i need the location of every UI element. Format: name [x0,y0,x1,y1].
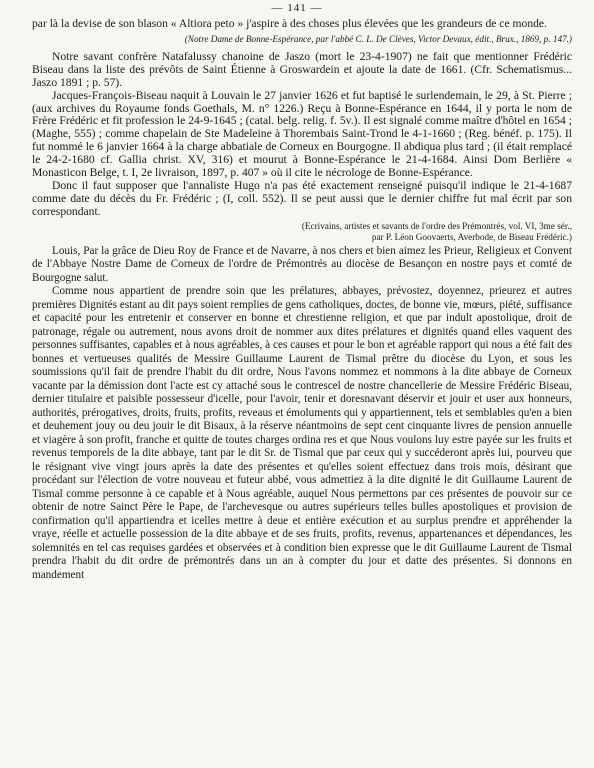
text-column [32,18,572,582]
paragraph-natafalussy: Notre savant confrère Natafalussy chanoine de Jaszo (mort le 23-4-1907) ne fait que mentionner Frédéric Biseau dans la liste des prévôts de Saint Étienne à Groswardein et ajoute la date de 1661. (Cfr. Schematismus... Jaszo 1891 ; p. 57). [32,49,572,89]
reference-goovaerts-1: (Ecrivains, artistes et savants de l'ordre des Prémontrés, vol. VI, 3me sér., [301,220,572,231]
letter-body: Comme nous appartient de prendre soin que les prélatures, abbayes, prévostez, doyennez, prieurez et autres premières Dignités estant au dit pays soient remplies de gens catholiques, doctes, de bonne vie, mœurs, piété, suffisance et capacité pour les entretenir et conserver en bonne et chrestienne religion, et que par indult apostolique, droit de patronage, régale ou autrement, nous avons droit de nommer aux dites prélatures et dignités quand elles vaquent des personnes suffisantes, capables et à nous agréables, à ces causes et pour le bon et agréable rapport qui nous a été fait des bonnes et vertueuses qualités de Messire Guillaume Laurent de Tismal prêtre du diocèse du Lyon, et sous les soumissions qu'il fait de prendre l'habit du dit ordre, Nous l'avons nommez et nommons à la dite abbaye de Corneux vacante par la démission dont l'acte est cy attaché sous le contrescel de nostre chancellerie de Messire Frédéric Biseau, dernier titulaire et paisible possesseur d'icelle, pour l'avoir, tenir et doresnavant déservir et jouir et user aux honneurs, authorités, prérogatives, droits, fruits, profits, reveaus et émoluments qui y appartiennent, tels et semblables qu'en a bien et deuhement jouy ou deu jouir le dit Bisaux, à la réserve néantmoins de sept cent cinquante livres de pension annuelle et viagère à son profit, franche et quitte de toutes charges ordina res et que Nous voulons luy estre payée sur les fruits et revenus temporels de la dite abbaye, tant par le dit Sr. de Tismal que par ceux qui y succéderont après lui, pourveu que le résignant vive vingt jours après la date des présentes et qu'elles soient effectuez dans trois mois, désirant que procédant sur l'élection de votre nouveau et futeur abbé, vous admettiez à la dite dignité le dit Guillaume Laurent de Tismal comme personne à ce capable et à Nous agréable, auquel Nous permettons par ces présentes de pouvoir sur ce obtenir de notre Sainct Père le Pape, de l'archevesque ou autres supérieurs telles bulles apostoliques et provision de confirmation qu'il appartiendra et icelles mettre à deue et entière exécution et au surplus prendre et appréhender la vraye, réelle et actuelle possession de la dite abbaye et de ses fruits, profits, revenus, appartenances et dépendances, les solemnités en tel cas requises gardées et observées et à condition bien expresse que le dit Guillaume Laurent de Tismal prendra l'habit du dit ordre de prémontrés dans un an à compter du jour et datte des présentes. Si donnons en mandement [32,285,572,581]
paragraph-biography: Jacques-François-Biseau naquit à Louvain le 27 janvier 1626 et fut baptisé le surlendemain, le 29, à St. Pierre ; (aux archives du Royaume fonds Goethals, M. n° 1226.) Reçu à Bonne-Espérance en 1644, il y porta le nom de Frère Frédéric et fit profession le 24-9-1645 ; (catal. belg. relig. f. 5v.). Il est signalé comme maître d'hôtel en 1654 ; (Maghe, 555) ; comme chapelain de Ste Madeleine à Thorembais Saint-Trond le 4-1-1660 ; (Reg. bénéf. p. 175). Il fut nommé le 6 janvier 1664 à la charge abbatiale de Corneux en Bourgogne. Il abdiqua plus tard ; (il était remplacé le 24-2-1680 cf. Gallia christ. XV, 316) et mourut à Bonne-Espérance le 21-4-1684. Ainsi Dom Berlière « Monasticon Belge, t. I, 2e livraison, 1897, p. 407 » où il cite le nécrologe de Bonne-Espérance. [32,88,572,180]
paragraph-blason: par là la devise de son blason « Altiora peto » j'aspire à des choses plus élevées que les grandeurs de ce monde. [32,17,547,30]
paragraph-hugo: Donc il faut supposer que l'annaliste Hugo n'a pas été exactement renseigné puisqu'il indique le 21-4-1687 comme date du décès du Fr. Frédéric ; (I, coll. 552). Il se peut aussi que le dernier chiffre fut mal écrit par son correspondant. [32,178,572,218]
page-number: — 141 — [271,2,323,14]
reference-goovaerts-2: par P. Léon Goovaerts, Averbode, de Biseau Frédéric.) [371,231,572,242]
reference-de-cleves: (Notre Dame de Bonne-Espérance, par l'abbé C. L. De Clèves, Victor Devaux, édit., Brux., 1869, p. 147.) [184,33,572,44]
letter-salutation: Louis, Par la grâce de Dieu Roy de France et de Navarre, à nos chers et bien aimez les Prieur, Religieux et Convent de l'Abbaye Nostre Dame de Corneux de l'ordre de Prémontrés au diocèse de Besançon en nostre pays et comté de Bourgogne salut. [32,244,572,284]
